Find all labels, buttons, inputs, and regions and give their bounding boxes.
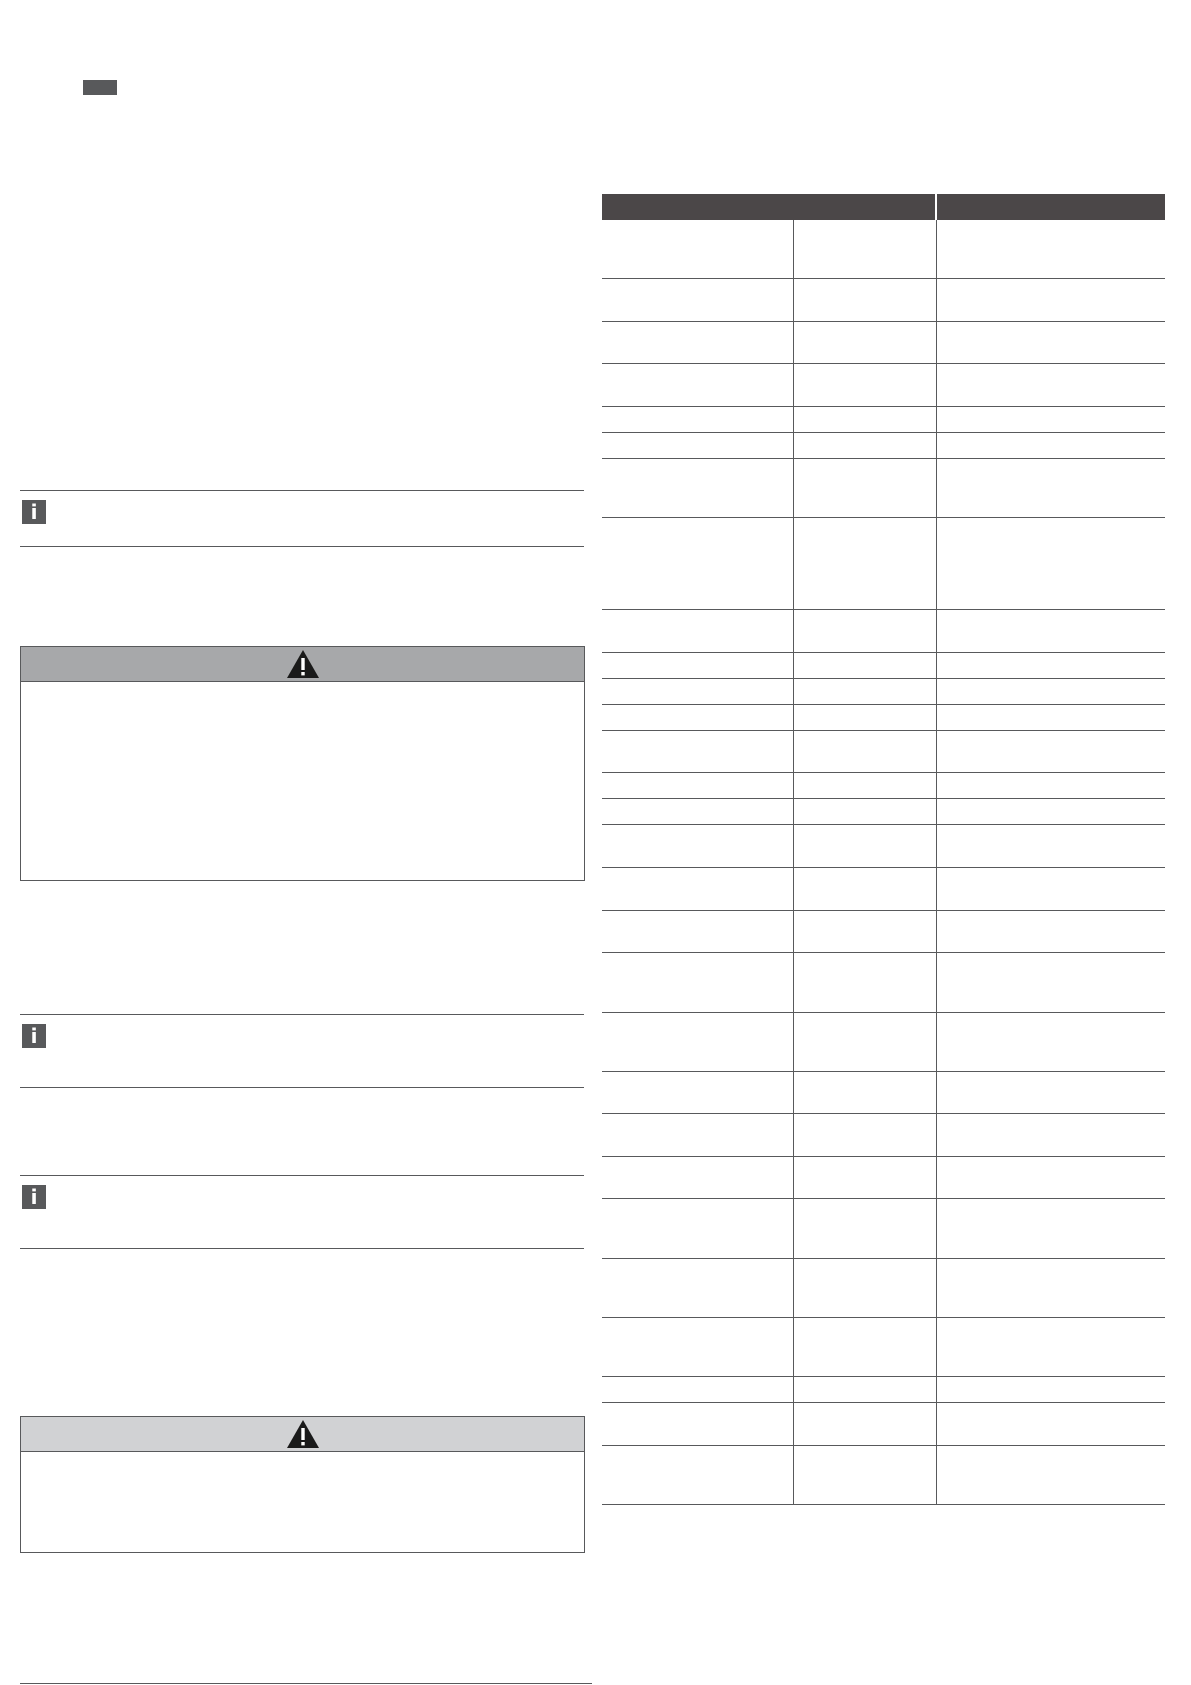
table-cell	[793, 1012, 936, 1071]
table-cell	[793, 910, 936, 952]
warning-box	[20, 1416, 585, 1553]
table-row	[602, 704, 1165, 730]
table-row	[602, 1198, 1165, 1258]
table-cell	[602, 220, 793, 278]
table-cell	[793, 772, 936, 798]
table-cell	[602, 432, 793, 458]
table-row	[602, 363, 1165, 406]
table-row	[602, 772, 1165, 798]
table-cell	[936, 278, 1165, 321]
table-cell	[936, 1198, 1165, 1258]
table-row	[602, 321, 1165, 363]
language-tag	[83, 80, 117, 95]
table-cell	[936, 952, 1165, 1012]
table-row	[602, 867, 1165, 910]
table-cell	[936, 652, 1165, 678]
table-cell	[602, 910, 793, 952]
table-row	[602, 1156, 1165, 1198]
table-body	[602, 220, 1165, 1504]
table-cell	[602, 678, 793, 704]
table-cell	[602, 824, 793, 867]
table-cell	[936, 1012, 1165, 1071]
table-cell	[936, 730, 1165, 772]
table-cell	[602, 321, 793, 363]
table-cell	[793, 363, 936, 406]
table-row	[602, 952, 1165, 1012]
table-row	[602, 730, 1165, 772]
table-cell	[936, 910, 1165, 952]
table-cell	[602, 1376, 793, 1402]
info-icon: i	[22, 1185, 46, 1209]
spec-table	[602, 194, 1165, 1505]
table-cell	[793, 278, 936, 321]
table-cell	[602, 1317, 793, 1376]
table-cell	[936, 824, 1165, 867]
table-header-cell	[602, 194, 936, 220]
table-cell	[793, 678, 936, 704]
table-cell	[602, 609, 793, 652]
warning-box	[20, 646, 585, 881]
table-cell	[936, 678, 1165, 704]
table-cell	[936, 1317, 1165, 1376]
info-note	[20, 490, 584, 547]
table-cell	[793, 321, 936, 363]
table-cell	[602, 1156, 793, 1198]
table-row	[602, 406, 1165, 432]
table-cell	[936, 458, 1165, 517]
table-cell	[602, 278, 793, 321]
table-cell	[793, 1376, 936, 1402]
table-row	[602, 609, 1165, 652]
table-header-cell	[936, 194, 1165, 220]
table-cell	[602, 952, 793, 1012]
table-cell	[936, 1445, 1165, 1504]
warning-header	[21, 1417, 584, 1452]
table-cell	[936, 1258, 1165, 1317]
table-row	[602, 1317, 1165, 1376]
table-row	[602, 824, 1165, 867]
table-cell	[936, 517, 1165, 609]
table-cell	[793, 1445, 936, 1504]
table-cell	[936, 772, 1165, 798]
table-cell	[793, 798, 936, 824]
table-cell	[936, 220, 1165, 278]
table-cell	[936, 406, 1165, 432]
table-cell	[793, 704, 936, 730]
table-cell	[936, 1113, 1165, 1156]
table-cell	[793, 824, 936, 867]
table-cell	[793, 517, 936, 609]
table-row	[602, 517, 1165, 609]
table-row	[602, 1071, 1165, 1113]
footer-rule	[20, 1683, 592, 1684]
info-note	[20, 1175, 584, 1249]
table-cell	[793, 609, 936, 652]
table-row	[602, 458, 1165, 517]
warning-triangle-icon	[286, 649, 320, 679]
table-cell	[793, 952, 936, 1012]
table-cell	[602, 1258, 793, 1317]
table-cell	[602, 1445, 793, 1504]
table-row	[602, 1012, 1165, 1071]
table-cell	[793, 867, 936, 910]
table-cell	[936, 704, 1165, 730]
table-cell	[602, 704, 793, 730]
table-cell	[602, 652, 793, 678]
table-cell	[602, 798, 793, 824]
table-cell	[602, 517, 793, 609]
table-row	[602, 1376, 1165, 1402]
table-row	[602, 1402, 1165, 1445]
table-cell	[936, 1376, 1165, 1402]
table-cell	[793, 1071, 936, 1113]
table-cell	[602, 1402, 793, 1445]
table-cell	[793, 730, 936, 772]
table-cell	[793, 432, 936, 458]
table-cell	[793, 652, 936, 678]
table-row	[602, 798, 1165, 824]
table-cell	[936, 432, 1165, 458]
table-cell	[793, 220, 936, 278]
warning-header	[21, 647, 584, 682]
table-cell	[602, 458, 793, 517]
table-row	[602, 678, 1165, 704]
table-cell	[602, 1012, 793, 1071]
table-cell	[793, 1317, 936, 1376]
table-cell	[602, 730, 793, 772]
table-cell	[793, 1198, 936, 1258]
table-cell	[793, 406, 936, 432]
table-cell	[602, 772, 793, 798]
table-row	[602, 910, 1165, 952]
table-cell	[936, 867, 1165, 910]
table-cell	[602, 406, 793, 432]
table-cell	[793, 1113, 936, 1156]
table-cell	[602, 1071, 793, 1113]
table-header-row	[602, 194, 1165, 220]
info-icon: i	[22, 1024, 46, 1048]
table-cell	[793, 1402, 936, 1445]
table-cell	[602, 1113, 793, 1156]
table-cell	[793, 1258, 936, 1317]
table-cell	[936, 1156, 1165, 1198]
warning-triangle-icon	[286, 1419, 320, 1449]
info-icon: i	[22, 500, 46, 524]
table-cell	[602, 363, 793, 406]
table-cell	[793, 458, 936, 517]
table-cell	[936, 321, 1165, 363]
table-row	[602, 278, 1165, 321]
table-cell	[936, 1071, 1165, 1113]
table-cell	[602, 867, 793, 910]
table-row	[602, 220, 1165, 278]
table-row	[602, 1113, 1165, 1156]
table-row	[602, 1258, 1165, 1317]
table-cell	[793, 1156, 936, 1198]
table-row	[602, 1445, 1165, 1504]
table-cell	[936, 609, 1165, 652]
table-cell	[936, 1402, 1165, 1445]
info-note	[20, 1014, 584, 1088]
table-cell	[936, 363, 1165, 406]
table-cell	[602, 1198, 793, 1258]
table-row	[602, 432, 1165, 458]
table-row	[602, 652, 1165, 678]
table-cell	[936, 798, 1165, 824]
